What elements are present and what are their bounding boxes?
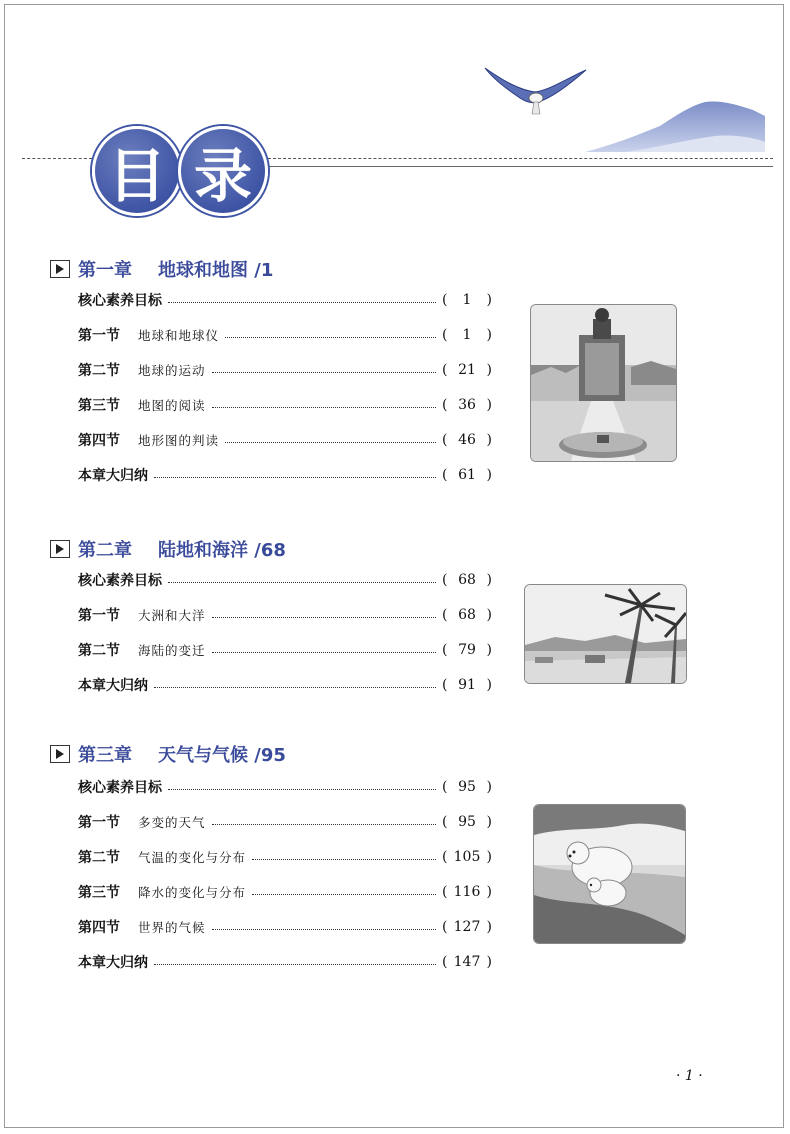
header-solid-line (268, 166, 773, 167)
title-char-mu: 目 (92, 126, 182, 216)
entry-label: 第一节 (78, 815, 120, 831)
entry-page: ( 1 ) (442, 292, 492, 308)
entry-title: 降水的变化与分布 (138, 885, 247, 900)
entry-title: 世界的气候 (138, 920, 206, 935)
dot-leader (212, 929, 436, 930)
toc-entry[interactable] (78, 604, 492, 626)
toc-entry[interactable] (78, 674, 492, 696)
entry-page: ( 95 ) (442, 814, 492, 830)
entry-label: 第二节 (78, 850, 120, 866)
entry-page: ( 46 ) (442, 432, 492, 448)
chapter-title: 陆地和海洋 /68 (158, 540, 286, 561)
toc-entry[interactable] (78, 846, 492, 868)
toc-entry[interactable] (78, 289, 492, 311)
chevron-right-icon (50, 260, 70, 278)
palm-beach-photo (524, 584, 687, 684)
toc-entry[interactable] (78, 394, 492, 416)
chapter-number: 第三章 (78, 745, 132, 766)
entry-title: 海陆的变迁 (138, 643, 206, 658)
toc-entry[interactable] (78, 324, 492, 346)
toc-entry[interactable] (78, 359, 492, 381)
toc-entry[interactable] (78, 916, 492, 938)
entry-label: 本章大归纳 (78, 678, 148, 694)
polar-bears-photo (533, 804, 686, 944)
entry-label: 第二节 (78, 363, 120, 379)
toc-entry[interactable] (78, 951, 492, 973)
entry-label: 核心素养目标 (78, 293, 162, 309)
entry-label: 核心素养目标 (78, 780, 162, 796)
entry-label: 第四节 (78, 433, 120, 449)
dot-leader (154, 687, 436, 688)
chapter-title: 天气与气候 /95 (158, 745, 286, 766)
entry-page: ( 79 ) (442, 642, 492, 658)
dot-leader (252, 859, 436, 860)
entry-label: 本章大归纳 (78, 468, 148, 484)
entry-label: 第一节 (78, 608, 120, 624)
dot-leader (168, 789, 436, 790)
page-number: · 1 · (676, 1068, 703, 1084)
entry-title: 地球和地球仪 (138, 328, 220, 343)
entry-label: 本章大归纳 (78, 955, 148, 971)
entry-title: 多变的天气 (138, 815, 206, 830)
dot-leader (212, 372, 436, 373)
header-dashed-line-left (22, 158, 92, 159)
header-dashed-line-right (268, 158, 773, 159)
entry-page: ( 147 ) (442, 954, 492, 970)
dot-leader (212, 407, 436, 408)
chapter-title: 地球和地图 /1 (158, 260, 274, 281)
chevron-right-icon (50, 745, 70, 763)
chapter-2-heading[interactable] (50, 536, 286, 562)
toc-entry[interactable] (78, 464, 492, 486)
entry-title: 地图的阅读 (138, 398, 206, 413)
dot-leader (212, 652, 436, 653)
equator-monument-photo (530, 304, 677, 462)
chapter-number: 第二章 (78, 540, 132, 561)
entry-title: 大洲和大洋 (138, 608, 206, 623)
toc-entry[interactable] (78, 429, 492, 451)
dot-leader (154, 477, 436, 478)
entry-page: ( 105 ) (442, 849, 492, 865)
entry-page: ( 68 ) (442, 572, 492, 588)
entry-label: 核心素养目标 (78, 573, 162, 589)
chapter-1-heading[interactable] (50, 256, 273, 282)
dot-leader (212, 617, 436, 618)
dot-leader (225, 442, 436, 443)
entry-page: ( 36 ) (442, 397, 492, 413)
toc-entry[interactable] (78, 776, 492, 798)
entry-label: 第三节 (78, 885, 120, 901)
dot-leader (212, 824, 436, 825)
entry-page: ( 91 ) (442, 677, 492, 693)
entry-title: 地球的运动 (138, 363, 206, 378)
dot-leader (252, 894, 436, 895)
entry-page: ( 21 ) (442, 362, 492, 378)
entry-page: ( 95 ) (442, 779, 492, 795)
toc-entry[interactable] (78, 569, 492, 591)
entry-page: ( 61 ) (442, 467, 492, 483)
seagull-icon (480, 60, 590, 120)
dot-leader (225, 337, 436, 338)
entry-title: 地形图的判读 (138, 433, 220, 448)
entry-page: ( 68 ) (442, 607, 492, 623)
mountain-icon (575, 96, 775, 156)
entry-page: ( 116 ) (442, 884, 492, 900)
entry-label: 第四节 (78, 920, 120, 936)
chapter-3-heading[interactable] (50, 741, 286, 767)
entry-label: 第三节 (78, 398, 120, 414)
title-char-lu: 录 (178, 126, 268, 216)
entry-page: ( 1 ) (442, 327, 492, 343)
entry-title: 气温的变化与分布 (138, 850, 247, 865)
entry-page: ( 127 ) (442, 919, 492, 935)
dot-leader (168, 302, 436, 303)
dot-leader (168, 582, 436, 583)
dot-leader (154, 964, 436, 965)
toc-entry[interactable] (78, 881, 492, 903)
chevron-right-icon (50, 540, 70, 558)
chapter-number: 第一章 (78, 260, 132, 281)
toc-entry[interactable] (78, 639, 492, 661)
entry-label: 第一节 (78, 328, 120, 344)
entry-label: 第二节 (78, 643, 120, 659)
toc-entry[interactable] (78, 811, 492, 833)
